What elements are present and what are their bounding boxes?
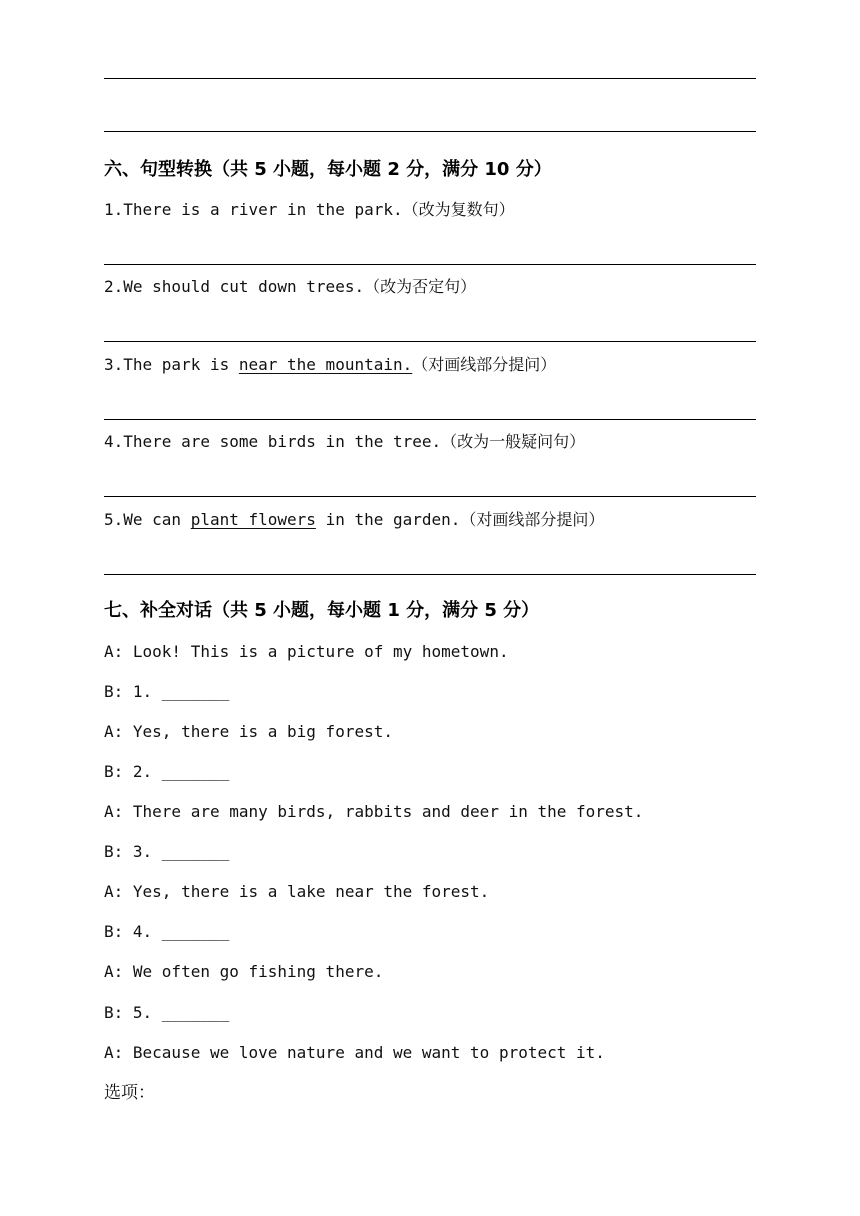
answer-line bbox=[104, 341, 756, 342]
dialogue-line: A: Because we love nature and we want to protect it. bbox=[104, 1043, 605, 1062]
answer-line bbox=[104, 131, 756, 132]
question-2: 2.We should cut down trees.（改为否定句） bbox=[104, 277, 477, 296]
dialogue-line: A: We often go fishing there. bbox=[104, 962, 384, 981]
question-5-suffix: in the garden.（对画线部分提问） bbox=[315, 510, 605, 529]
dialogue-line: B: 3. _______ bbox=[104, 842, 230, 861]
section-7-heading: 七、补全对话（共 5 小题，每小题 1 分，满分 5 分） bbox=[104, 600, 540, 621]
question-5-underlined-part: plant flowers bbox=[190, 510, 316, 529]
question-5-prefix: 5.We can bbox=[104, 510, 191, 529]
question-4: 4.There are some birds in the tree.（改为一般疑问句） bbox=[104, 432, 586, 451]
dialogue-line: B: 1. _______ bbox=[104, 682, 230, 701]
question-3-prefix: 3.The park is bbox=[104, 355, 239, 374]
answer-line bbox=[104, 264, 756, 265]
answer-line bbox=[104, 419, 756, 420]
dialogue-line: B: 2. _______ bbox=[104, 762, 230, 781]
question-5 bbox=[104, 509, 604, 531]
dialogue-line: A: Yes, there is a big forest. bbox=[104, 722, 393, 741]
answer-line bbox=[104, 574, 756, 575]
section-6-heading: 六、句型转换（共 5 小题，每小题 2 分，满分 10 分） bbox=[104, 159, 552, 180]
answer-line bbox=[104, 496, 756, 497]
dialogue-line: A: Yes, there is a lake near the forest. bbox=[104, 882, 490, 901]
answer-line bbox=[104, 78, 756, 79]
dialogue-line: B: 4. _______ bbox=[104, 922, 230, 941]
dialogue-line: A: Look! This is a picture of my hometown. bbox=[104, 642, 509, 661]
options-label: 选项： bbox=[104, 1083, 155, 1103]
question-3-underlined-part: near the mountain. bbox=[238, 355, 413, 374]
dialogue-line: A: There are many birds, rabbits and deer in the forest. bbox=[104, 802, 644, 821]
question-3 bbox=[104, 354, 556, 376]
question-1: 1.There is a river in the park.（改为复数句） bbox=[104, 200, 515, 219]
question-3-suffix: （对画线部分提问） bbox=[412, 355, 557, 374]
dialogue-line: B: 5. _______ bbox=[104, 1003, 230, 1022]
